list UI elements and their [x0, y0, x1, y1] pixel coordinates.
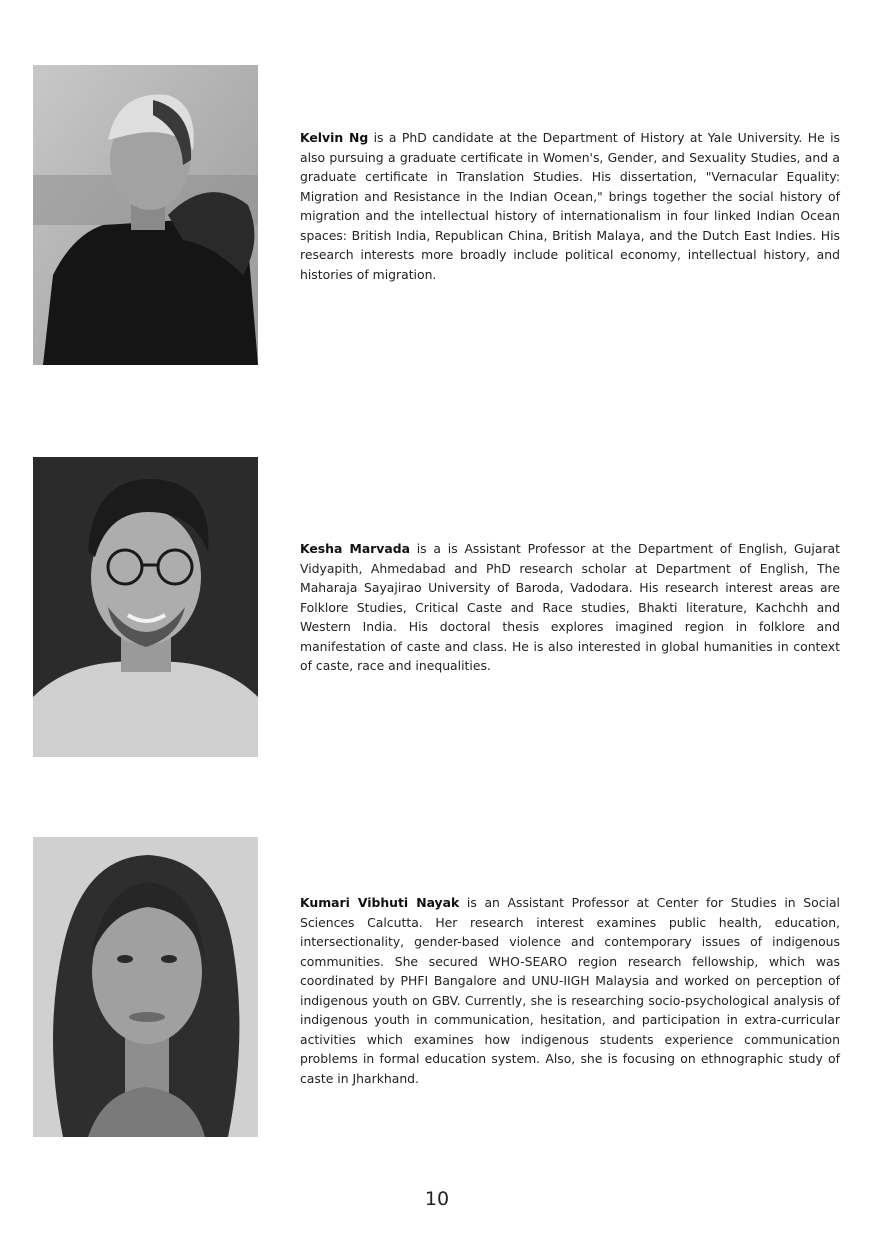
portrait-photo-kesha-marvada	[33, 457, 258, 757]
profile-bio-text: is a PhD candidate at the Department of History at Yale University. He is also pursuing a graduate certificate in Women's, Gender, and Sexuality Studies, and a graduate certificate in Translation Studies. His dissertation, "Vernacular Equality: Migration and Resistance in the Indian Ocean," brings together the social history of migration and the intellectual history of internationalism in four linked Indian Ocean spaces: British India, Republican China, British Malaya, and the Dutch East Indies. His research interests more broadly include political economy, intellectual history, and histories of migration.	[300, 130, 840, 282]
profile-name: Kelvin Ng	[300, 130, 369, 145]
profile-bio-text: is an Assistant Professor at Center for Studies in Social Sciences Calcutta. Her research interest examines public health, education, intersectionality, gender-based violence and contemporary issues of indigenous communities. She secured WHO-SEARO region research fellowship, which was coordinated by PHFI Bangalore and UNU-IIGH Malaysia and worked on perception of indigenous youth on GBV. Currently, she is researching socio-psychological analysis of indigenous youth in communication, hesitation, and participation in extra-curricular activities which examines how indigenous students experience communication problems in formal education system. Also, she is focusing on ethnographic study of caste in Jharkhand.	[300, 895, 841, 1086]
profile-bio-text: is a is Assistant Professor at the Department of English, Gujarat Vidyapith, Ahmedabad and PhD research scholar at Department of English, The Maharaja Sayajirao University of Baroda, Vadodara. His research interest areas are Folklore Studies, Critical Caste and Race studies, Bhakti literature, Kachchh and Western India. His doctoral thesis explores imagined region in folklore and manifestation of caste and class. He is also interested in global humanities in context of caste, race and inequalities.	[300, 541, 840, 673]
bio-paragraph-kesha-marvada	[300, 539, 840, 676]
bio-paragraph-kelvin-ng	[300, 128, 840, 284]
portrait-photo-kumari-vibhuti-nayak	[33, 837, 258, 1137]
profile-name: Kesha Marvada	[300, 541, 410, 556]
bio-paragraph-kumari-vibhuti-nayak	[300, 893, 840, 1088]
page-number: 10	[424, 1188, 450, 1210]
profile-name: Kumari Vibhuti Nayak	[300, 895, 460, 910]
portrait-photo-kelvin-ng	[33, 65, 258, 365]
